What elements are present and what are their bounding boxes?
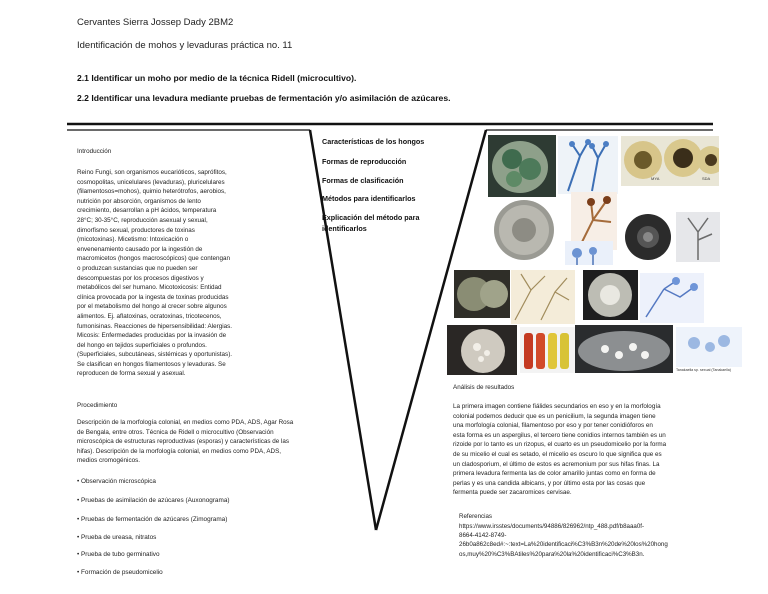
microscope-blue-image: [565, 241, 613, 265]
microscope-yeast-image: [676, 327, 742, 367]
procedure-bullet: • Formación de pseudomicelio: [77, 569, 163, 576]
procedure-line: de Bengala, entre otros. Técnica de Ridell o microcultivo (Observación: [77, 428, 274, 436]
procedure-line: hifas). Descripción de la morfología colonial, en medios como PDA, ADS,: [77, 447, 282, 455]
v-left-arm: [310, 130, 376, 530]
intro-line: por el metabolismo del hongo al crecer sobre algunos: [77, 303, 227, 311]
intro-line: (Superficiales, subcutáneas, sistémicas y oportunistas).: [77, 351, 233, 359]
topic-reproduction: Formas de reproducción: [322, 157, 407, 166]
intro-line: cosmopolitas, unicelulares (levaduras), pluricelulares: [77, 178, 225, 186]
microscope-cladosporium-image: [676, 212, 720, 262]
intro-title: Introducción: [77, 148, 112, 155]
procedure-bullet: • Prueba de ureasa, nitratos: [77, 534, 157, 541]
intro-line: 28°C; 30-35°C, reproducción asexual y sexual,: [77, 216, 208, 224]
mya-label: MYA: [651, 176, 660, 181]
analysis-line: de su micelio el cual es setado, el micelio es oscuro lo que significa que es: [453, 450, 662, 458]
analysis-line: un cladosporium, el último de estos es acremonium por sus hifas finas. La: [453, 460, 660, 468]
references-text: [459, 522, 709, 559]
procedure-line: Descripción de la morfología colonial, en medios como PDA, ADS, Agar Rosa: [77, 419, 294, 426]
analysis-title: Análisis de resultados: [453, 384, 515, 391]
practice-title: Identificación de mohos y levaduras práctica no. 11: [77, 40, 293, 51]
intro-line: crecimiento, desarrollan a pH ácidos, temperatura: [77, 207, 217, 215]
analysis-line: primera levadura fermenta las de color amarillo juntas como en forma de: [453, 470, 656, 478]
intro-line: (filamentosos=mohos), quimio heterótrofos, aerobios,: [77, 188, 226, 196]
analysis-line: colonial podemos deducir que es un penicilium, la segunda imagen tiene: [453, 412, 656, 420]
analysis-line: perlas y es una candida albicans, y por último esta por las cosas que: [453, 479, 646, 487]
procedure-bullet: • Prueba de tubo germinativo: [77, 551, 160, 558]
reference-line: 8664-4142-8749-: [459, 532, 507, 540]
petri-dish-olive-image: [454, 270, 510, 318]
objective-2: 2.2 Identificar una levadura mediante pruebas de fermentación y/o asimilación de azúcares.: [77, 93, 451, 103]
topic-method-explanation-cont: identificarlos: [322, 224, 367, 233]
reference-line: os,muy%20%C3%BAtiles%20para%20la%20identificaci%C3%B3n.: [459, 550, 645, 558]
intro-line: Se clasifican en hongos filamentosos y levaduras. Se: [77, 360, 226, 368]
reference-line: https://www.irsstes/documents/94886/826962/ntp_488.pdf/b8aaa0f-: [459, 523, 645, 530]
author-name: Cervantes Sierra Jossep Dady 2BM2: [77, 17, 234, 28]
topic-methods: Métodos para identificarlos: [322, 194, 416, 203]
intro-line: o produzcan sustancias que no pueden ser: [77, 264, 198, 272]
yeast-colonies-image: [447, 325, 517, 375]
topic-characteristics: Características de los hongos: [322, 137, 425, 146]
intro-line: descompuestas por los procesos digestivos y: [77, 274, 204, 282]
intro-line: metabólicos del ser humano. Micotoxicosis: Entidad: [77, 284, 222, 292]
topic-classification: Formas de clasificación: [322, 176, 404, 185]
petri-dish-gray-image: [488, 198, 560, 262]
analysis-text: [453, 402, 693, 498]
intro-line: envenenamiento causado por la ingestión de: [77, 245, 203, 253]
topic-method-explanation: Explicación del método para: [322, 213, 420, 222]
image-caption: Tanakaella sp. sexual (Tanakaella): [676, 368, 731, 372]
intro-line: reproducen de forma sexual y asexual.: [77, 370, 186, 378]
intro-line: clínica provocada por la ingesta de toxinas producidas: [77, 293, 229, 301]
procedure-bullet: • Pruebas de asimilación de azúcares (Auxonograma): [77, 497, 230, 504]
reference-line: 26b0a862c8ed#:~:text=La%20identificaci%C3%B3n%20de%20los%20hong: [459, 541, 668, 549]
petri-dish-white-image: [583, 270, 638, 320]
intro-line: dimorfismo sexual, productores de toxinas: [77, 226, 195, 234]
references-title: Referencias: [459, 513, 493, 520]
microscope-penicillium-image: [558, 136, 618, 194]
procedure-line: medios cromogénicos.: [77, 457, 140, 465]
fermentation-tubes-image: [520, 327, 576, 373]
analysis-line: fermenta puede ser zacaromices cervisae.: [453, 489, 572, 497]
petri-dish-dark-image: [621, 212, 675, 262]
procedure-bullet: • Pruebas de fermentación de azúcares (Zimograma): [77, 516, 228, 523]
procedure-line: microscópica de estructuras reproductivas (esporas) y características de las: [77, 438, 290, 446]
analysis-line: esta forma es un aspergilus, el tercero tiene conidios internos también es un: [453, 431, 666, 439]
analysis-line: rizoide por lo tanto es un rizopus, el cuarto es un pseudomicelio por la forma: [453, 441, 667, 449]
intro-text: [77, 168, 317, 379]
intro-line: fumonisinas. Reacciones de hipersensibilidad: Alergias.: [77, 322, 233, 330]
intro-line: alimentos. Ej. aflatoxinas, ocratoxinas, tricotecenos,: [77, 312, 222, 320]
procedure-text: [77, 418, 357, 466]
analysis-line: una morfología colonial, filamentoso por eso y por tener conidióforos en: [453, 422, 653, 430]
procedure-title: Procedimiento: [77, 402, 118, 409]
sda-label: SDA: [702, 176, 711, 181]
analysis-line: La primera imagen contiene fiálides secundarios en eso y en la morfología: [453, 403, 661, 410]
intro-line: nutrición por absorción, organismos de lento: [77, 197, 201, 205]
intro-line: Reino Fungi, son organismos eucarióticos, saprófitos,: [77, 169, 227, 176]
intro-line: (micotoxinas). Micetismo: Intoxicación o: [77, 236, 189, 244]
intro-line: macromicetos (hongos macroscópicos) que contengan: [77, 255, 230, 263]
objective-1: 2.1 Identificar un moho por medio de la técnica Ridell (microcultivo).: [77, 73, 357, 83]
microscope-acremonium-image: [640, 273, 704, 323]
petri-dish-green-image: [488, 135, 556, 197]
procedure-bullet: • Observación microscópica: [77, 478, 156, 485]
microscope-fine-hyphae-image: [511, 270, 575, 324]
white-colonies-plate-image: [575, 325, 673, 373]
intro-line: Micosis: Enfermedades producidas por la invasión de: [77, 332, 227, 340]
intro-line: del hongo en tejidos superficiales o profundos.: [77, 341, 207, 349]
